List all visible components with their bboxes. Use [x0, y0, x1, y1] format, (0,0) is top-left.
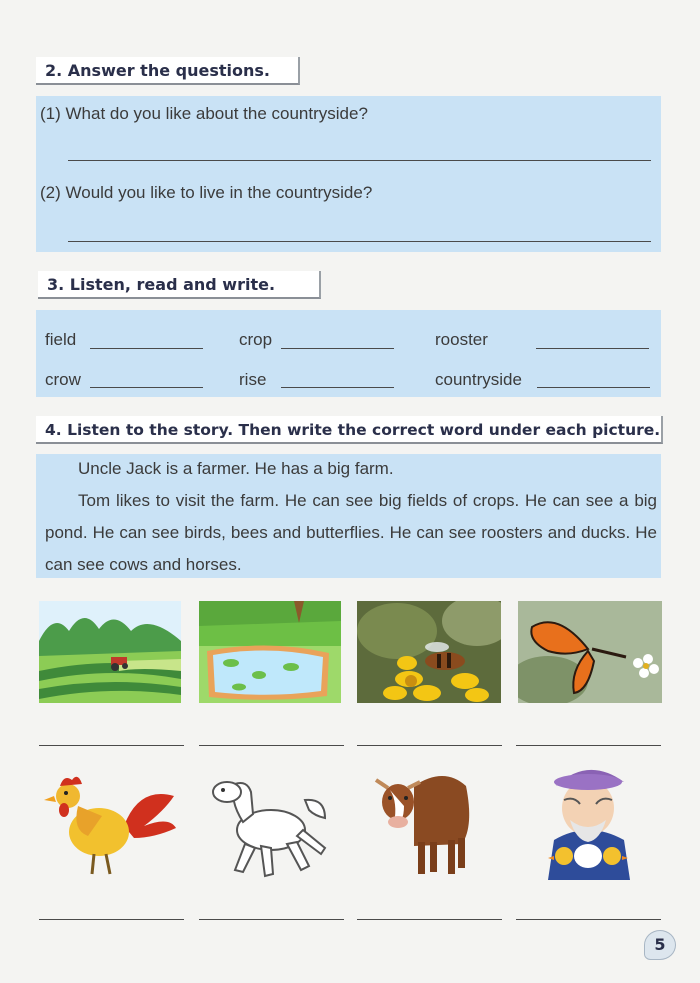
cow-picture: [374, 766, 474, 884]
story-paragraph-2: Tom likes to visit the farm. He can see big fields of crops. He can see a big pond. He can see birds, bees and butterflies. He can see roosters and ducks. He can see cows and horses.: [45, 491, 657, 574]
rooster-picture: [44, 766, 182, 884]
farmer-with-ducks-picture: [540, 760, 636, 882]
word-crow: crow: [45, 370, 81, 389]
answer-line-2[interactable]: [68, 241, 651, 242]
question-1: (1) What do you like about the countryside?: [40, 104, 368, 123]
bee-picture: [357, 601, 501, 703]
section-4-heading: 4. Listen to the story. Then write the correct word under each picture.: [36, 416, 663, 444]
write-line-rise[interactable]: [281, 387, 394, 388]
word-rise: rise: [239, 370, 267, 389]
answer-line-picture-4[interactable]: [516, 745, 661, 746]
section-2-heading: 2. Answer the questions.: [36, 57, 300, 85]
farm-fields-picture: [39, 601, 181, 703]
word-crop: crop: [239, 330, 273, 349]
answer-line-picture-8[interactable]: [516, 919, 661, 920]
answer-line-picture-3[interactable]: [357, 745, 502, 746]
write-line-field[interactable]: [90, 348, 203, 349]
word-rooster: rooster: [435, 330, 488, 349]
pond-picture: [199, 601, 341, 703]
section-3-heading: 3. Listen, read and write.: [38, 271, 321, 299]
write-line-crow[interactable]: [90, 387, 203, 388]
butterfly-picture: [518, 601, 662, 703]
section-3-box: [36, 310, 661, 397]
page-number: 5: [644, 930, 676, 960]
story-paragraph-1: Uncle Jack is a farmer. He has a big farm.: [78, 459, 394, 478]
question-2: (2) Would you like to live in the countryside?: [40, 183, 373, 202]
write-line-rooster[interactable]: [536, 348, 649, 349]
answer-line-picture-2[interactable]: [199, 745, 344, 746]
answer-line-picture-6[interactable]: [199, 919, 344, 920]
write-line-crop[interactable]: [281, 348, 394, 349]
answer-line-picture-7[interactable]: [357, 919, 502, 920]
horse-picture: [205, 770, 331, 885]
word-countryside: countryside: [435, 370, 522, 389]
word-field: field: [45, 330, 77, 349]
answer-line-1[interactable]: [68, 160, 651, 161]
story-text: [45, 453, 657, 581]
answer-line-picture-1[interactable]: [39, 745, 184, 746]
answer-line-picture-5[interactable]: [39, 919, 184, 920]
write-line-countryside[interactable]: [537, 387, 650, 388]
